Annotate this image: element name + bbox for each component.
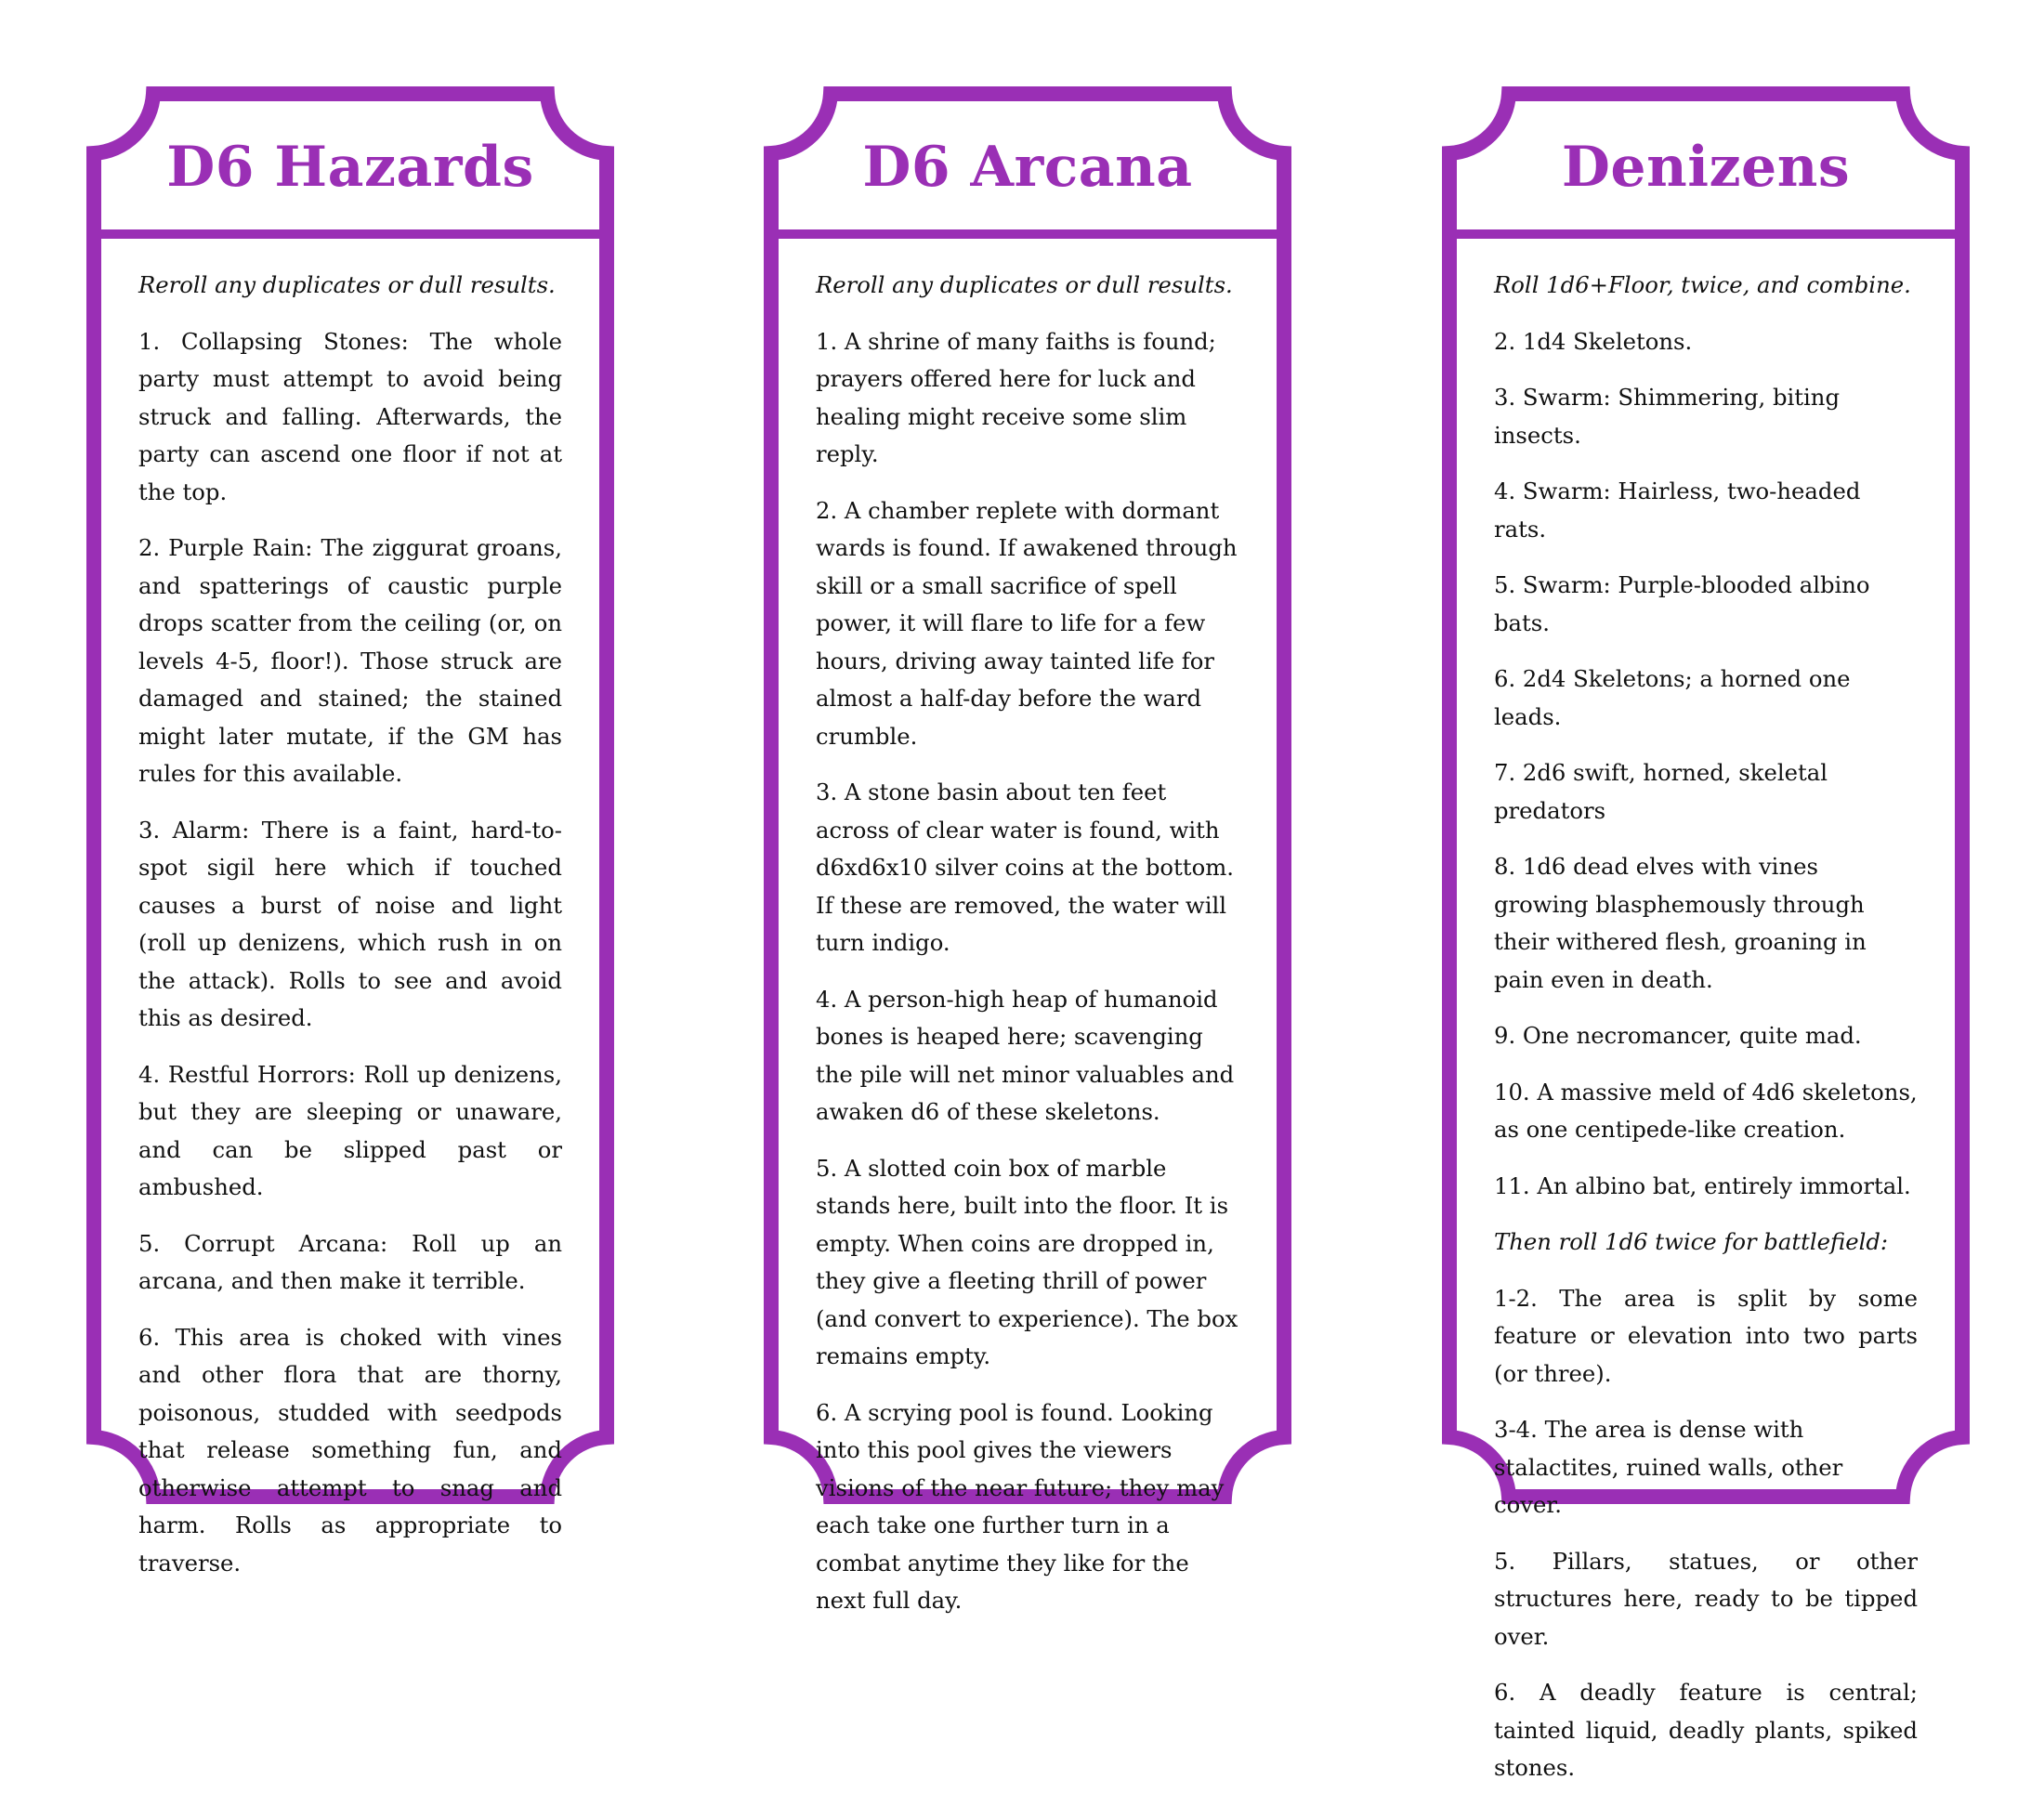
table-entry: 2. Purple Rain: The ziggurat groans, and spatterings of caustic purple drops scatter from the ceiling (or, on levels 4-5, floor!). Those struck are damaged and stained; the stained might later mutate, if the GM has rules for this available. (138, 534, 562, 787)
table-entry: 4. Swarm: Hairless, two-headed rats. (1494, 478, 1861, 543)
table-entry: 4. A person-high heap of humanoid bones is heaped here; scavenging the pile will net minor valuables and awaken d6 of these skeletons. (816, 985, 1235, 1125)
card-body (1494, 267, 1918, 1806)
table-entry: 9. One necromancer, quite mad. (1494, 1022, 1862, 1049)
card-title: D6 Hazards (166, 135, 534, 200)
table-entry: 5. Swarm: Purple-blooded albino bats. (1494, 571, 1870, 636)
table-entry: 6. This area is choked with vines and other flora that are thorny, poisonous, studded with seedpods that release something fun, and otherwise attempt to snag and harm. Rolls as appropriate to traverse. (138, 1323, 562, 1577)
table-entry: 5. A slotted coin box of marble stands here, built into the floor. It is empty. When coins are dropped in, they give a fleeting thrill of power (and convert to experience). The box remains empty. (816, 1154, 1238, 1369)
table-entry: 11. An albino bat, entirely immortal. (1494, 1171, 1911, 1199)
table-entry: 6. A deadly feature is central; tainted liquid, deadly plants, spiked stones. (1494, 1679, 1918, 1781)
table-entry: 3. A stone basin about ten feet across of clear water is found, with d6xd6x10 silver coins at the bottom. If these are removed, the water will turn indigo. (816, 779, 1234, 956)
instruction-text: Reroll any duplicates or dull results. (816, 271, 1233, 298)
table-entry: 1-2. The area is split by some feature or elevation into two parts (or three). (1494, 1284, 1918, 1387)
instruction-text: Reroll any duplicates or dull results. (138, 271, 556, 298)
table-entry: 5. Pillars, statues, or other structures here, ready to be tipped over. (1494, 1547, 1918, 1650)
table-entry: 3. Swarm: Shimmering, biting insects. (1494, 384, 1841, 449)
table-entry: 4. Restful Horrors: Roll up denizens, but they are sleeping or unaware, and can be slipped past or ambushed. (138, 1060, 562, 1200)
card-title: D6 Arcana (862, 135, 1193, 200)
table-entry: 6. 2d4 Skeletons; a horned one leads. (1494, 665, 1851, 730)
table-entry: 5. Corrupt Arcana: Roll up an arcana, and then make it terrible. (138, 1229, 562, 1294)
card-denizens (1446, 90, 1966, 1781)
table-entry: 8. 1d6 dead elves with vines growing blasphemously through their withered flesh, groaning in pain even in death. (1494, 853, 1867, 993)
card-arcana (767, 90, 1288, 1614)
card-title: Denizens (1561, 135, 1851, 200)
table-entry: 7. 2d6 swift, horned, skeletal predators (1494, 759, 1828, 824)
table-entry: 3-4. The area is dense with stalactites, ruined walls, other cover. (1494, 1416, 1843, 1518)
table-entry: 1. Collapsing Stones: The whole party must attempt to avoid being struck and falling. Afterwards, the party can ascend one floor if not at the top. (138, 327, 562, 505)
table-entry: 3. Alarm: There is a faint, hard-to-spot sigil here which if touched causes a burst of noise and light (roll up denizens, which rush in on the attack). Rolls to see and avoid this as desired. (138, 816, 562, 1031)
instruction-text: Roll 1d6+Floor, twice, and combine. (1494, 271, 1911, 298)
table-entry: 6. A scrying pool is found. Looking into this pool gives the viewers visions of the near future; they may each take one further turn in a combat anytime they like for the next full day. (816, 1398, 1225, 1614)
table-entry: 1. A shrine of many faiths is found; prayers offered here for luck and healing might receive some slim reply. (816, 327, 1216, 467)
card-body (816, 267, 1239, 1639)
table-entry: 10. A massive meld of 4d6 skeletons, as one centipede-like creation. (1494, 1078, 1918, 1143)
card-body (138, 267, 562, 1601)
card-hazards (90, 90, 610, 1577)
table-entry: 2. A chamber replete with dormant wards is found. If awakened through skill or a small sacrifice of spell power, it will flare to life for a few hours, driving away tainted life for almost a half-day before the ward crumble. (816, 496, 1238, 750)
table-entry: 2. 1d4 Skeletons. (1494, 327, 1693, 355)
instruction-text: Then roll 1d6 twice for battlefield: (1494, 1228, 1889, 1255)
